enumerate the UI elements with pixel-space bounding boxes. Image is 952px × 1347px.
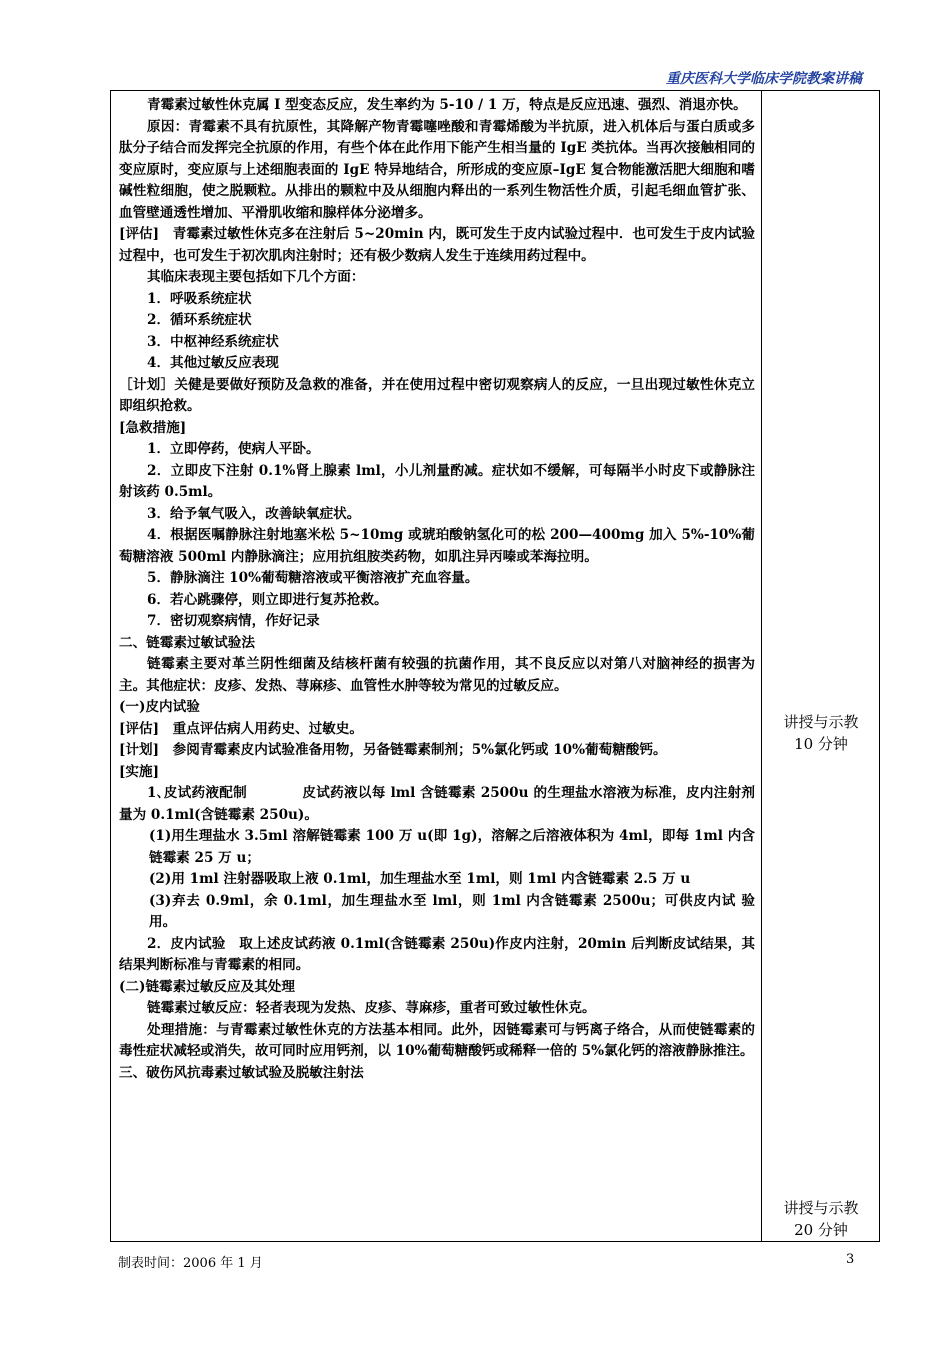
paragraph: 1､皮试药液配制 皮试药液以每 lml 含链霉素 2500u 的生理盐水溶液为标准，皮内注射剂量为 0.1ml(含链霉素 250u)。: [119, 785, 755, 823]
list-item: (1)用生理盐水 3.5ml 溶解链霉素 100 万 u(即 1g)，溶解之后溶液体积为 4ml，即每 1ml 内含链霉素 25 万 u；: [149, 828, 755, 866]
lesson-table: [110, 90, 880, 1242]
column-divider: [761, 91, 762, 1241]
list-item: 1．呼吸系统症状: [147, 290, 252, 307]
time-note: [762, 1197, 880, 1241]
list-item: 7．密切观察病情，作好记录: [147, 613, 320, 629]
paragraph: 青霉素过敏性休克属 I 型变态反应，发生率约为 5-10 / 1 万，特点是反应迅速、强烈、消退亦快。: [147, 97, 747, 113]
paragraph: 链霉素过敏反应：轻者表现为发热、皮疹、荨麻疹，重者可致过敏性休克。: [147, 1000, 596, 1016]
list-item: (3)弃去 0.9ml，余 0.1ml，加生理盐水至 lml，则 1ml 内含链霉素 2500u；可供皮内试 验用。: [149, 892, 755, 930]
lesson-content: [119, 95, 755, 1084]
page-number: 3: [846, 1252, 855, 1267]
list-item: 4．根据医嘱静脉注射地塞米松 5~10mg 或琥珀酸钠氢化可的松 200—400mg 加入 5%-10%葡萄糖溶液 500ml 内静脉滴注；应用抗组胺类药物，如肌注异丙嗪或苯海拉明。: [119, 527, 755, 565]
list-item: 2．立即皮下注射 0.1%肾上腺素 lml，小儿剂量酌减。症状如不缓解，可每隔半小时皮下或静脉注射该药 0.5ml。: [119, 462, 755, 500]
paragraph: 2．皮内试验 取上述皮试药液 0.1ml(含链霉素 250u)作皮内注射，20min 后判断皮试结果，其结果判断标准与青霉素的相同。: [119, 935, 755, 973]
paragraph: 原因：青霉素不具有抗原性，其降解产物青霉噻唑酸和青霉烯酸为半抗原，进入机体后与蛋白质或多肽分子结合而发挥完全抗原的作用，有些个体在此作用下能产生相当量的 IgE 类抗体。当再次接触相同的变应原时，变应原与上述细胞表面的 IgE 特异地结合，所形成的变应原–IgE 复合物能激活肥大细胞和嗜碱性粒细胞，使之脱颗粒。从排出的颗粒中及从细胞内释出的一系列生物活性介质，引起毛细血管扩张、血管壁通透性增加、平滑肌收缩和腺样体分泌增多。: [119, 118, 755, 221]
list-item: 3．中枢神经系统症状: [147, 333, 279, 350]
section-label: [实施]: [119, 763, 160, 780]
list-item: 5．静脉滴注 10%葡萄糖溶液或平衡溶液扩充血容量。: [147, 570, 479, 586]
paragraph: 其临床表现主要包括如下几个方面：: [147, 269, 365, 285]
footer-date: 制表时间：2006 年 1 月: [118, 1256, 263, 1271]
section-heading: 三、破伤风抗毒素过敏试验及脱敏注射法: [119, 1064, 364, 1081]
list-item: 2．循环系统症状: [147, 312, 252, 328]
paragraph: 链霉素主要对革兰阴性细菌及结核杆菌有较强的抗菌作用，其不良反应以对第八对脑神经的损害为主。其他症状：皮疹、发热、荨麻疹、血管性水肿等较为常见的过敏反应。: [119, 656, 755, 694]
list-item: 3．给予氧气吸入，改善缺氧症状。: [147, 505, 361, 522]
subsection-heading: (一)皮内试验: [119, 699, 200, 715]
note-method: 讲授与示教: [783, 1199, 859, 1217]
note-duration: 10 分钟: [794, 735, 848, 753]
paragraph: [评估] 青霉素过敏性休克多在注射后 5~20min 内，既可发生于皮内试验过程中．也可发生于皮内试验过程中，也可发生于初次肌肉注射时；还有极少数病人发生于连续用药过程中。: [119, 226, 755, 264]
list-item: 1．立即停药，使病人平卧。: [147, 441, 320, 457]
note-method: 讲授与示教: [783, 713, 859, 731]
list-item: 4．其他过敏反应表现: [147, 355, 279, 371]
section-label: [急救措施]: [119, 419, 187, 436]
subsection-heading: (二)链霉素过敏反应及其处理: [119, 978, 295, 995]
paragraph: [评估] 重点评估病人用药史、过敏史。: [119, 720, 363, 737]
paragraph: 处理措施：与青霉素过敏性休克的方法基本相同。此外，因链霉素可与钙离子络合，从而使链霉素的毒性症状减轻或消失，故可同时应用钙剂，以 10%葡萄糖酸钙或稀释一倍的 5%氯化钙的溶液静脉推注。: [119, 1021, 755, 1059]
section-heading: 二、链霉素过敏试验法: [119, 634, 255, 651]
list-item: 6．若心跳骤停，则立即进行复苏抢救。: [147, 591, 388, 608]
note-duration: 20 分钟: [794, 1221, 848, 1239]
list-item: (2)用 1ml 注射器吸取上液 0.1ml，加生理盐水至 1ml，则 1ml 内含链霉素 2.5 万 u: [149, 871, 691, 887]
document-header: 重庆医科大学临床学院教案讲稿: [666, 71, 862, 87]
paragraph: ［计划］关健是要做好预防及急救的准备，并在使用过程中密切观察病人的反应，一旦出现过敏性休克立即组织抢救。: [119, 376, 755, 414]
time-note: [762, 711, 880, 755]
paragraph: [计划] 参阅青霉素皮内试验准备用物，另备链霉素制剂；5%氯化钙或 10%葡萄糖酸钙。: [119, 742, 667, 758]
